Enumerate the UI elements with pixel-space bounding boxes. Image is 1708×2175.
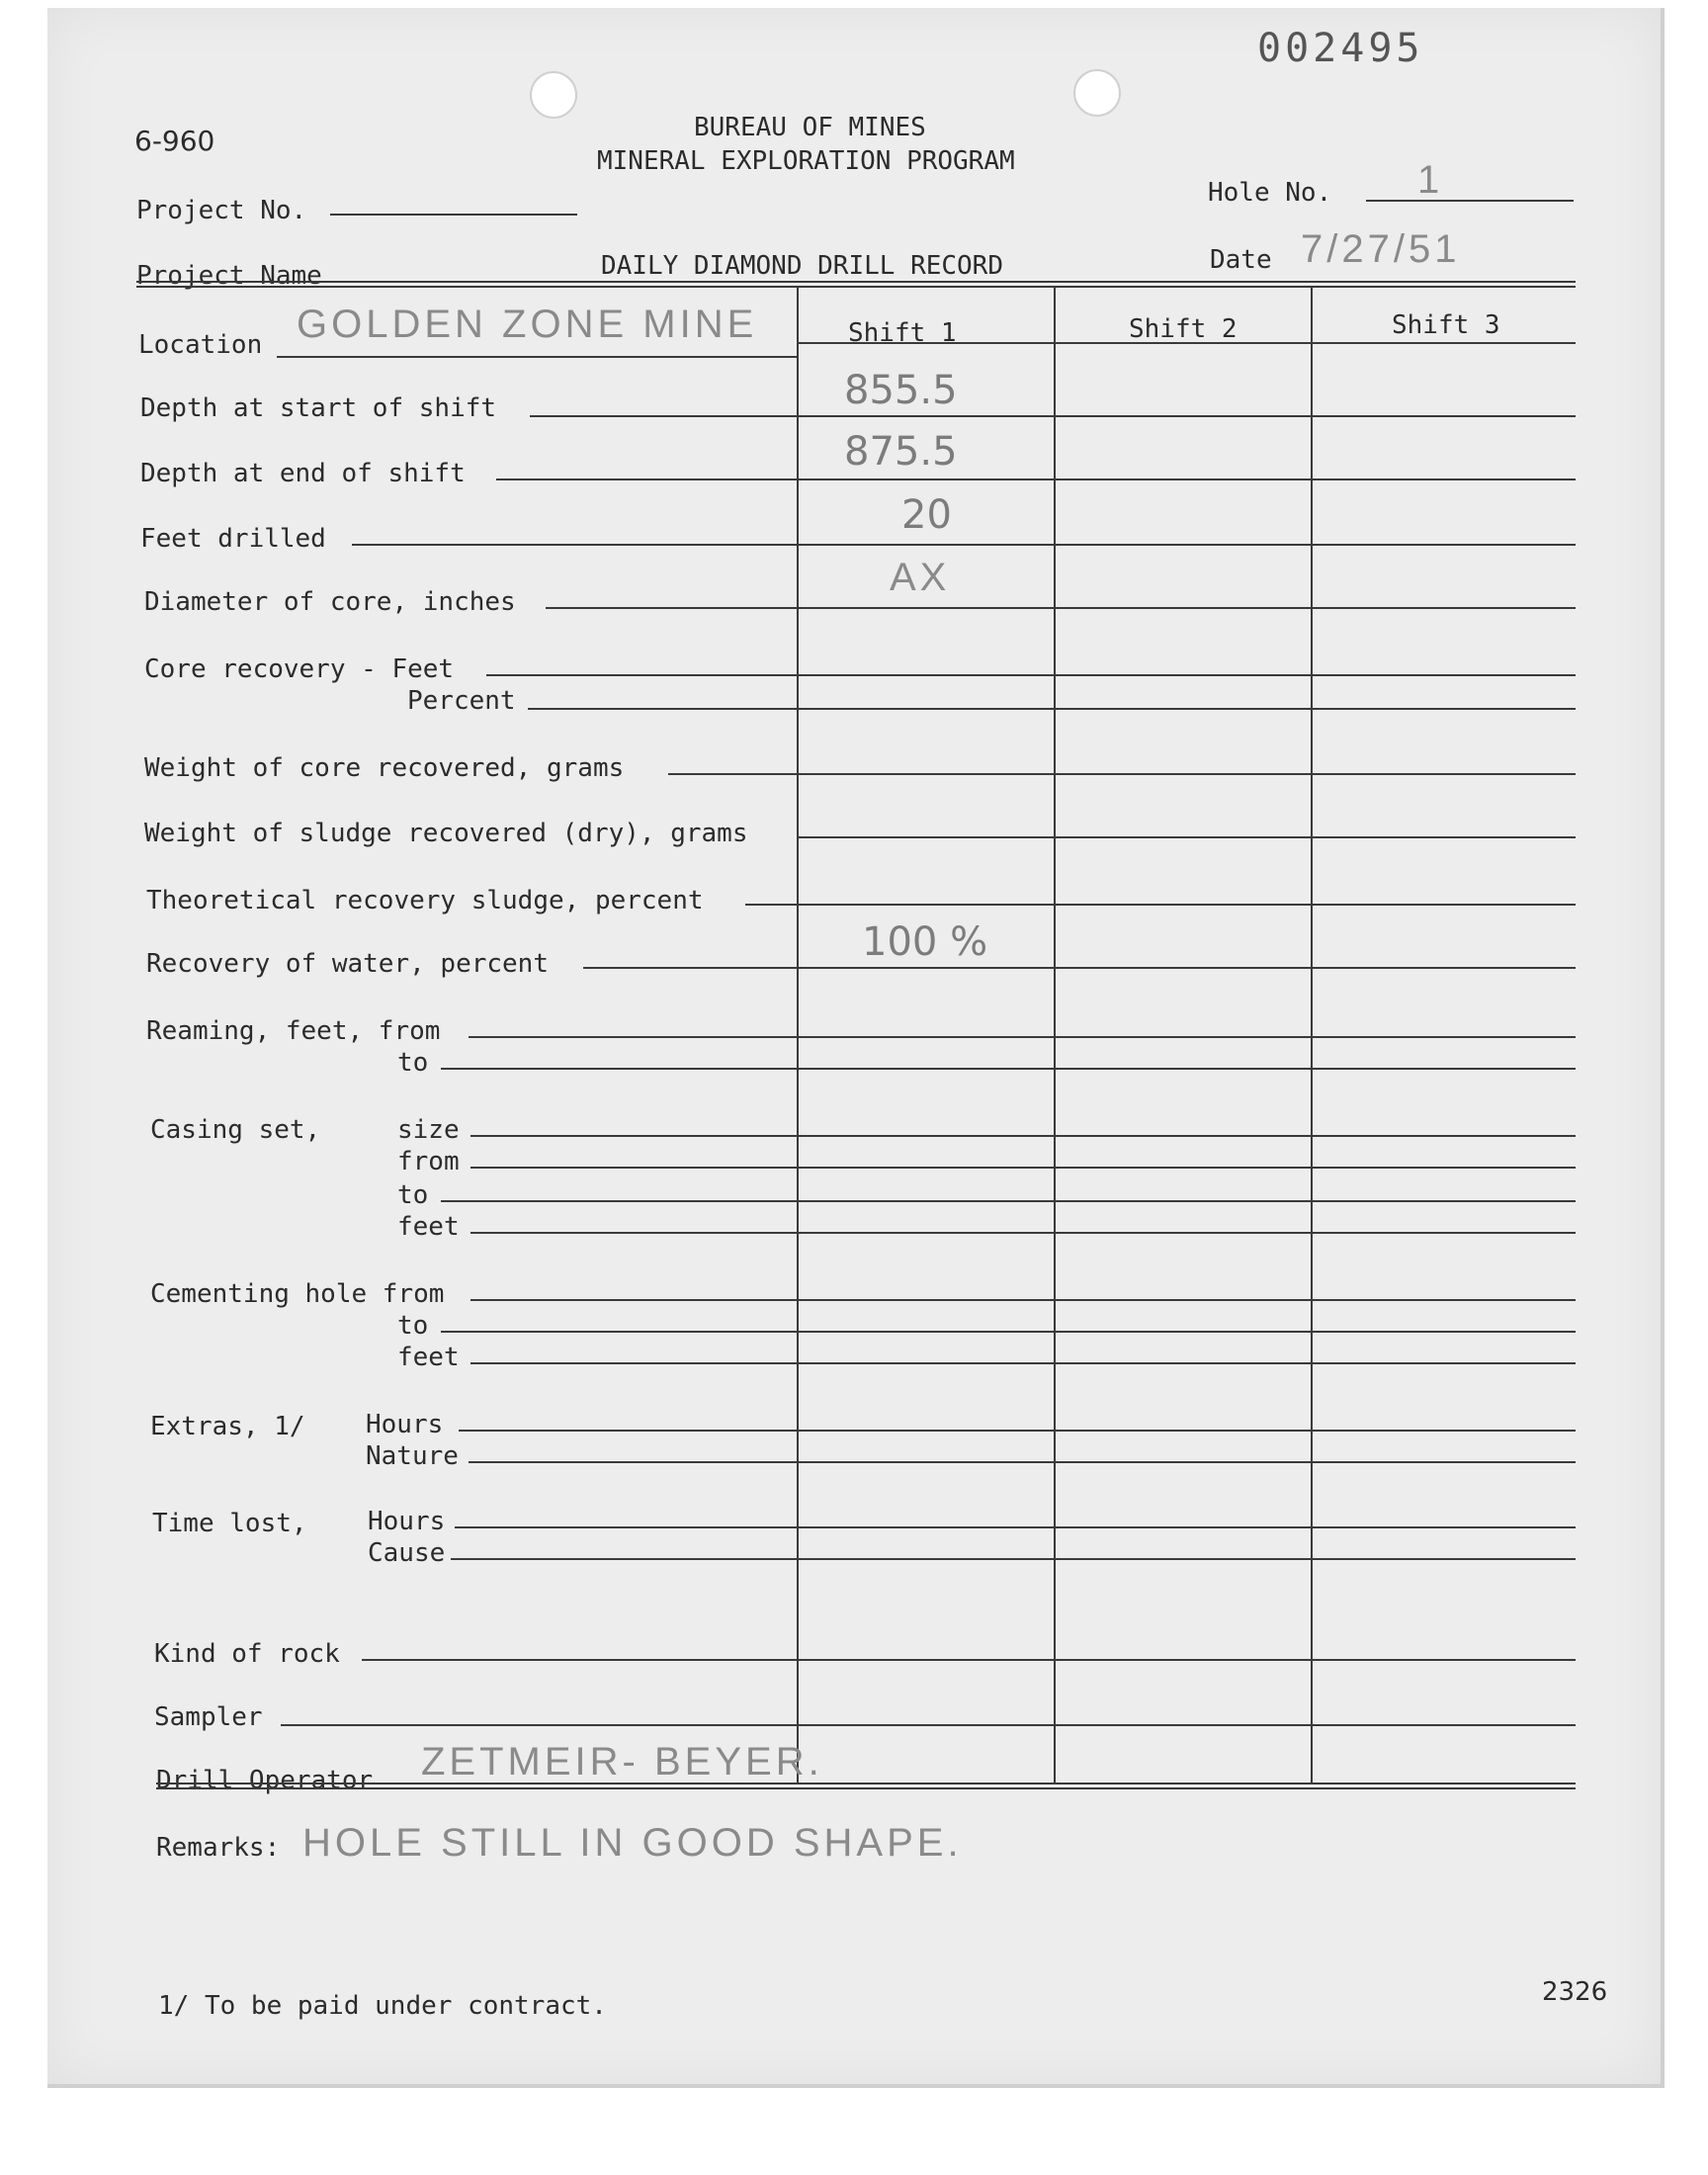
casing-to-label: to xyxy=(397,1180,429,1210)
sampler-label: Sampler xyxy=(154,1702,263,1732)
cementing-feet-label: feet xyxy=(397,1343,460,1372)
depth-start-shift1: 855.5 xyxy=(844,368,958,413)
reaming-label: Reaming, feet, from xyxy=(146,1016,441,1046)
weight-sludge-line xyxy=(797,836,1576,838)
punch-hole-right xyxy=(1073,69,1121,117)
extras-hours-label: Hours xyxy=(366,1410,444,1439)
feet-drilled-shift1: 20 xyxy=(901,492,952,538)
time-lost-hours-label: Hours xyxy=(368,1507,446,1536)
core-diameter-shift1: AX xyxy=(890,556,951,599)
core-recovery-percent-line xyxy=(528,708,1576,710)
theoretical-sludge-line xyxy=(745,904,1576,906)
location-label: Location xyxy=(138,330,263,360)
bottom-rule-2 xyxy=(156,1787,1576,1789)
feet-drilled-line xyxy=(352,544,1576,546)
project-no-label: Project No. xyxy=(136,196,307,225)
remarks-value: HOLE STILL IN GOOD SHAPE. xyxy=(302,1821,963,1865)
header-rule-1 xyxy=(136,281,1576,283)
weight-sludge-label: Weight of sludge recovered (dry), grams xyxy=(144,819,748,848)
core-recovery-label: Core recovery - Feet xyxy=(144,654,455,684)
extras-nature-line xyxy=(469,1461,1576,1463)
hole-no-line xyxy=(1366,200,1574,202)
punch-hole-left xyxy=(530,71,577,119)
extras-label: Extras, 1/ xyxy=(150,1412,305,1441)
hole-no-value: 1 xyxy=(1417,158,1444,202)
hole-no-label: Hole No. xyxy=(1208,178,1332,208)
shift-2-header: Shift 2 xyxy=(1129,314,1238,344)
document-number: 002495 xyxy=(1257,26,1424,71)
casing-from-line xyxy=(470,1167,1576,1169)
casing-feet-label: feet xyxy=(397,1212,460,1242)
casing-from-label: from xyxy=(397,1147,460,1176)
remarks-label: Remarks: xyxy=(156,1833,281,1863)
drill-operator-label: Drill Operator xyxy=(156,1766,374,1795)
date-value: 7/27/51 xyxy=(1301,227,1461,271)
drill-operator-value: ZETMEIR- BEYER. xyxy=(421,1740,823,1784)
page-number: 2326 xyxy=(1542,1977,1608,2007)
location-line xyxy=(277,356,797,358)
depth-start-label: Depth at start of shift xyxy=(140,393,497,423)
core-recovery-percent-label: Percent xyxy=(407,686,516,716)
depth-end-shift1: 875.5 xyxy=(844,429,958,475)
date-label: Date xyxy=(1210,245,1272,275)
time-lost-cause-label: Cause xyxy=(368,1538,446,1568)
footnote: 1/ To be paid under contract. xyxy=(158,1991,607,2021)
water-recovery-shift1: 100 % xyxy=(862,919,988,965)
casing-size-label: size xyxy=(397,1115,460,1145)
water-recovery-line xyxy=(583,967,1576,969)
bottom-rule-1 xyxy=(156,1783,1576,1784)
reaming-to-line xyxy=(441,1068,1576,1070)
core-diameter-line xyxy=(546,607,1576,609)
cementing-to-line xyxy=(441,1331,1576,1333)
casing-to-line xyxy=(441,1200,1576,1202)
shift-header-line xyxy=(799,342,1576,344)
record-title: DAILY DIAMOND DRILL RECORD xyxy=(601,251,1003,281)
cementing-from-line xyxy=(470,1299,1576,1301)
kind-of-rock-label: Kind of rock xyxy=(154,1639,340,1669)
project-no-line xyxy=(330,214,577,216)
extras-nature-label: Nature xyxy=(366,1441,459,1471)
weight-core-line xyxy=(668,773,1576,775)
extras-hours-line xyxy=(459,1430,1576,1432)
casing-feet-line xyxy=(470,1232,1576,1234)
shift-3-header: Shift 3 xyxy=(1392,310,1500,340)
time-lost-label: Time lost, xyxy=(152,1509,307,1538)
cementing-label: Cementing hole from xyxy=(150,1279,445,1309)
program-title: MINERAL EXPLORATION PROGRAM xyxy=(597,146,1015,176)
water-recovery-label: Recovery of water, percent xyxy=(146,949,549,979)
casing-size-line xyxy=(470,1135,1576,1137)
kind-of-rock-line xyxy=(362,1659,1576,1661)
location-value: GOLDEN ZONE MINE xyxy=(297,303,758,346)
reaming-to-label: to xyxy=(397,1048,429,1078)
shift-1-header: Shift 1 xyxy=(848,318,957,348)
form-number: 6-960 xyxy=(134,125,215,157)
depth-end-label: Depth at end of shift xyxy=(140,459,466,488)
cementing-to-label: to xyxy=(397,1311,429,1341)
time-lost-cause-line xyxy=(451,1558,1576,1560)
time-lost-hours-line xyxy=(455,1526,1576,1528)
depth-start-line xyxy=(530,415,1576,417)
weight-core-label: Weight of core recovered, grams xyxy=(144,753,625,783)
header-rule-2 xyxy=(136,286,1576,288)
theoretical-sludge-label: Theoretical recovery sludge, percent xyxy=(146,886,704,915)
project-name-label: Project Name xyxy=(136,261,322,291)
core-recovery-feet-line xyxy=(486,674,1576,676)
feet-drilled-label: Feet drilled xyxy=(140,524,326,554)
casing-label: Casing set, xyxy=(150,1115,321,1145)
agency-title: BUREAU OF MINES xyxy=(694,113,926,142)
cementing-feet-line xyxy=(470,1362,1576,1364)
depth-end-line xyxy=(496,478,1576,480)
sampler-line xyxy=(281,1724,1576,1726)
core-diameter-label: Diameter of core, inches xyxy=(144,587,516,617)
reaming-from-line xyxy=(469,1036,1576,1038)
